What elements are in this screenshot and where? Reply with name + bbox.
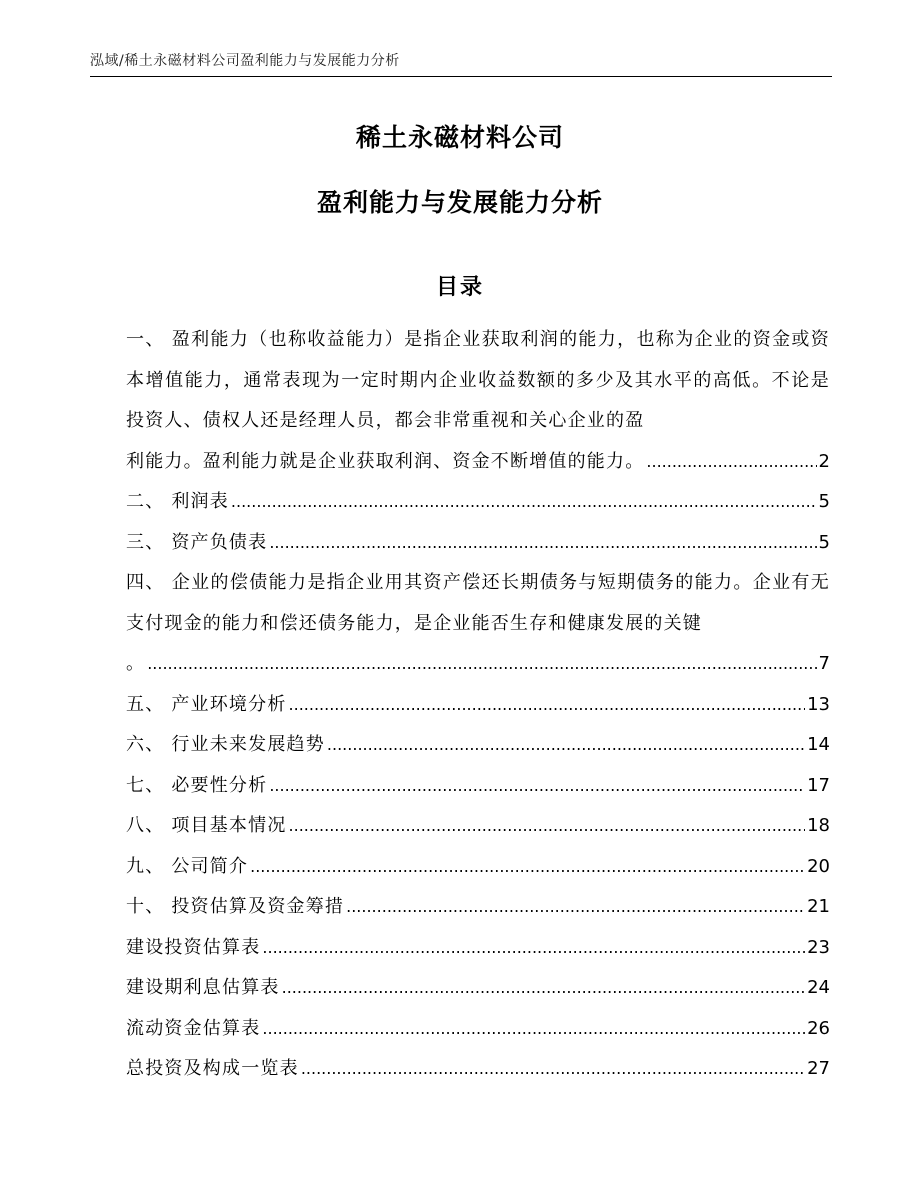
toc-entry-label: 流动资金估算表	[126, 1017, 261, 1039]
toc-entry-label: 二、 利润表	[126, 491, 229, 512]
table-of-contents	[126, 320, 830, 1090]
toc-entry-label: 五、 产业环境分析	[126, 693, 287, 715]
toc-page-number: 23	[807, 936, 830, 958]
toc-entry-label: 建设投资估算表	[126, 936, 261, 958]
toc-entry-label: 七、 必要性分析	[126, 774, 268, 796]
toc-page-number: 24	[807, 977, 830, 998]
dot-leader	[289, 806, 806, 847]
title-block	[0, 118, 920, 223]
document-subtitle: 盈利能力与发展能力分析	[316, 188, 603, 217]
dot-leader	[262, 928, 805, 969]
running-header: 泓域/稀土永磁材料公司盈利能力与发展能力分析	[90, 53, 400, 69]
toc-page-number: 26	[807, 1017, 830, 1039]
dot-leader	[301, 1049, 805, 1090]
toc-entry-1[interactable]	[126, 320, 830, 482]
toc-entry-7[interactable]	[126, 766, 830, 807]
toc-entry-text-end: 利能力。盈利能力就是企业获取利润、资金不断增值的能力。	[126, 450, 645, 472]
dot-leader	[282, 968, 805, 1009]
toc-entry-text-end: 。	[126, 653, 146, 674]
toc-entry-label: 九、 公司简介	[126, 855, 249, 877]
toc-page-number: 20	[807, 855, 830, 877]
toc-page-number: 5	[818, 531, 830, 553]
toc-page-number: 27	[807, 1058, 830, 1079]
toc-entry-10[interactable]	[126, 887, 830, 928]
toc-page-number: 18	[807, 815, 830, 836]
dot-leader	[269, 523, 816, 564]
toc-entry-text: 四、 企业的偿债能力是指企业用其资产偿还长期债务与短期债务的能力。企业有无支付现金的能力和偿还债务能力，是企业能否生存和健康发展的关键	[126, 572, 830, 634]
toc-page-number: 17	[807, 774, 830, 796]
toc-entry-label: 总投资及构成一览表	[126, 1058, 299, 1079]
toc-entry-8[interactable]	[126, 806, 830, 847]
dot-leader	[231, 482, 817, 523]
dot-leader	[250, 847, 805, 888]
dot-leader	[262, 1009, 805, 1050]
toc-entry-label: 八、 项目基本情况	[126, 815, 287, 836]
dot-leader	[327, 725, 805, 766]
toc-entry-3[interactable]	[126, 523, 830, 564]
toc-entry-label: 建设期利息估算表	[126, 977, 280, 998]
dot-leader	[147, 644, 816, 685]
toc-entry-6[interactable]	[126, 725, 830, 766]
toc-page-number: 2	[818, 450, 830, 472]
dot-leader	[289, 685, 806, 726]
toc-entry-text: 一、 盈利能力（也称收益能力）是指企业获取利润的能力，也称为企业的资金或资本增值能力，通常表现为一定时期内企业收益数额的多少及其水平的高低。不论是投资人、债权人还是经理人员，都会非常重视和关心企业的盈	[126, 329, 830, 431]
toc-page-number: 21	[807, 896, 830, 917]
toc-page-number: 5	[818, 491, 830, 512]
toc-entry-13[interactable]	[126, 1009, 830, 1050]
toc-page-number: 14	[807, 734, 830, 755]
toc-entry-2[interactable]	[126, 482, 830, 523]
toc-entry-11[interactable]	[126, 928, 830, 969]
toc-entry-9[interactable]	[126, 847, 830, 888]
document-title: 稀土永磁材料公司	[355, 123, 564, 152]
toc-heading: 目录	[435, 275, 484, 300]
toc-entry-label: 十、 投资估算及资金筹措	[126, 896, 345, 917]
toc-page-number: 13	[807, 693, 830, 715]
toc-entry-5[interactable]	[126, 685, 830, 726]
dot-leader	[269, 766, 805, 807]
toc-entry-label: 六、 行业未来发展趋势	[126, 734, 325, 755]
toc-page-number: 7	[818, 653, 830, 674]
dot-leader	[346, 887, 805, 928]
header-rule	[90, 76, 832, 77]
toc-entry-label: 三、 资产负债表	[126, 531, 268, 553]
toc-entry-14[interactable]	[126, 1049, 830, 1090]
dot-leader	[646, 442, 816, 483]
toc-entry-4[interactable]	[126, 563, 830, 685]
toc-entry-12[interactable]	[126, 968, 830, 1009]
